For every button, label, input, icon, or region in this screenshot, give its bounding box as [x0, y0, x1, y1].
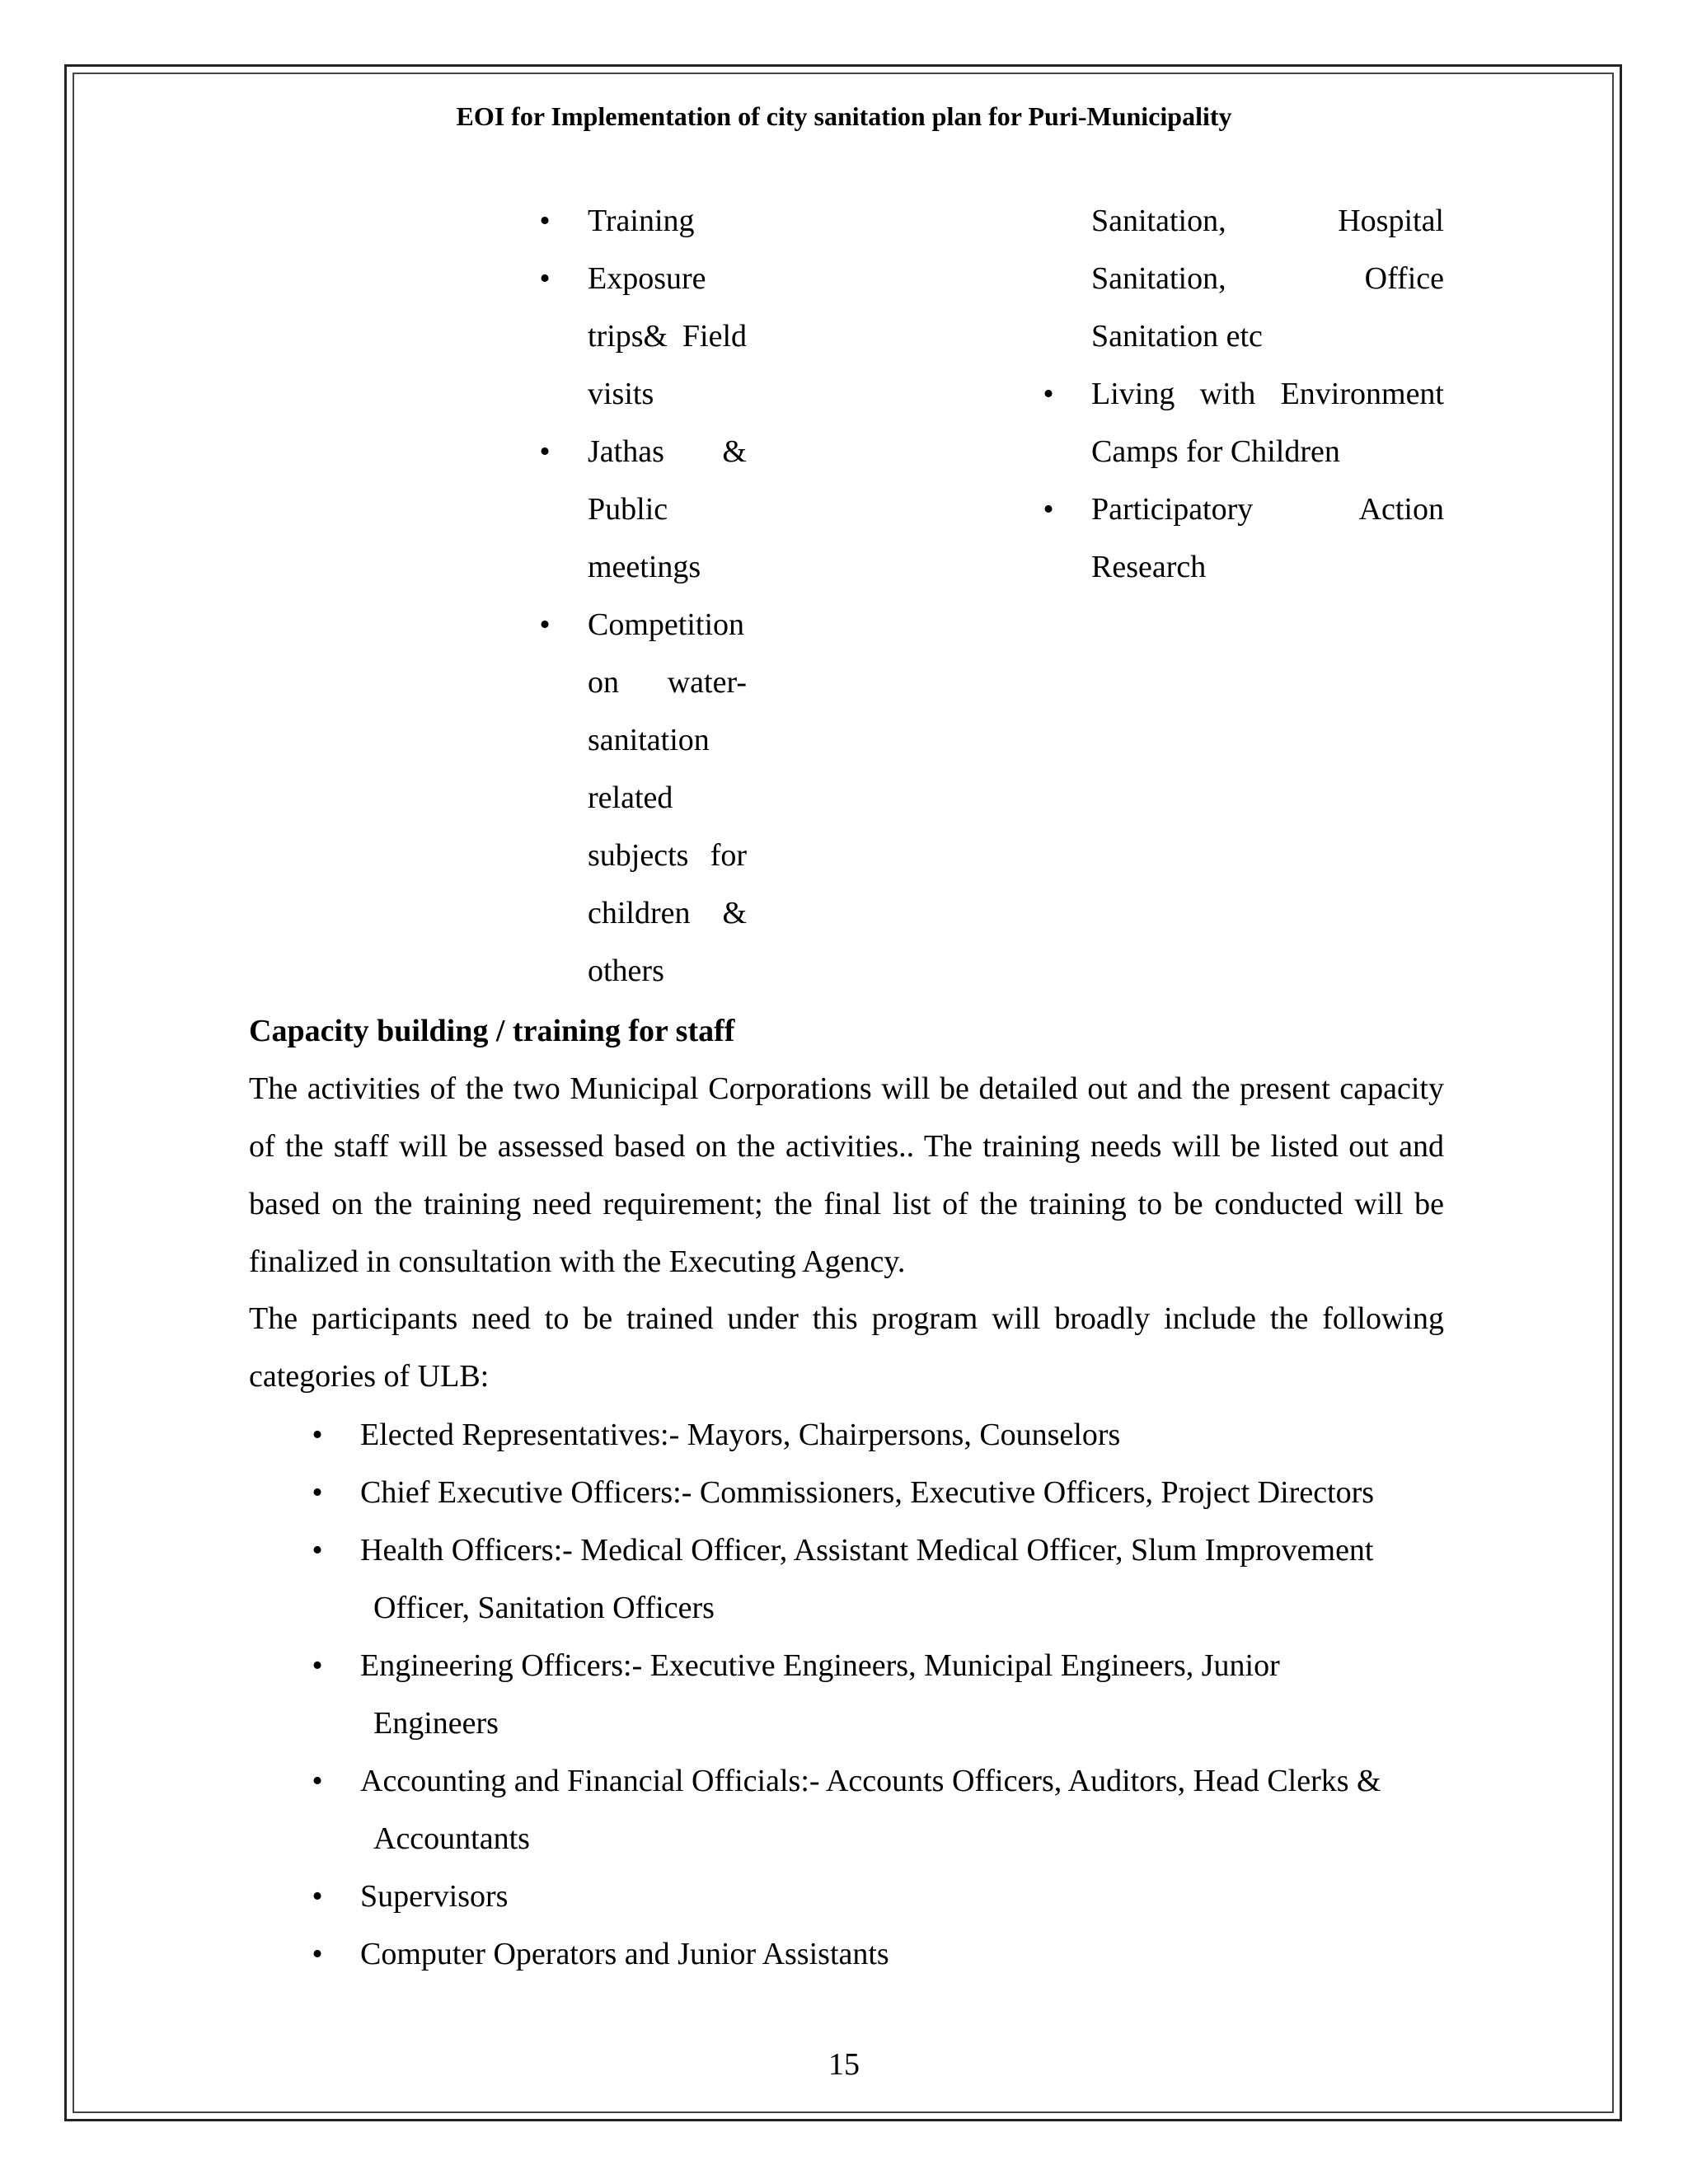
- list-item: [309, 1752, 1444, 1868]
- list-item: [537, 596, 747, 1000]
- list-item-label: Exposure trips& Field visits: [588, 261, 747, 411]
- list-item-label: Health Officers:- Medical Officer, Assistant Medical Officer, Slum Improvement: [360, 1533, 1374, 1568]
- bullet-icon: •: [539, 607, 551, 642]
- list-item-label: Training: [588, 204, 695, 238]
- list-item-label: Engineering Officers:- Executive Engineers, Municipal Engineers, Junior: [360, 1648, 1280, 1683]
- list-item-label: Supervisors: [360, 1879, 509, 1914]
- list-item-label: Participatory Action Research: [1091, 492, 1444, 584]
- list-item-label: Chief Executive Officers:- Commissioners, Executive Officers, Project Directors: [360, 1475, 1375, 1510]
- list-item: [309, 1464, 1444, 1521]
- left-activity-column: [537, 192, 747, 1000]
- bullet-icon: •: [539, 434, 551, 469]
- page-number: 15: [828, 2047, 860, 2082]
- list-item: [309, 1521, 1444, 1637]
- bullet-icon: •: [312, 1533, 323, 1568]
- list-item: [309, 1406, 1444, 1464]
- bullet-icon: •: [312, 1648, 323, 1683]
- list-item: [537, 250, 747, 423]
- list-item: [1040, 365, 1444, 480]
- list-item-label: Jathas & Public meetings: [588, 434, 747, 584]
- list-item-label: Competition on water-sanitation related subjects for children & others: [588, 607, 747, 988]
- list-item-label: Computer Operators and Junior Assistants: [360, 1937, 889, 1971]
- bullet-icon: •: [312, 1937, 323, 1971]
- list-item-wrap: Engineers: [373, 1706, 499, 1741]
- document-header: EOI for Implementation of city sanitation plan for Puri-Municipality: [456, 101, 1232, 131]
- list-item-label: Accounting and Financial Officials:- Accounts Officers, Auditors, Head Clerks &: [360, 1764, 1381, 1798]
- bullet-icon: •: [312, 1764, 323, 1798]
- bullet-icon: •: [1043, 492, 1054, 527]
- list-item: [537, 423, 747, 596]
- list-item: [309, 1925, 1444, 1983]
- continuation-text: Sanitation, Hospital Sanitation, Office Sanitation etc: [1091, 204, 1444, 354]
- right-activity-column: [1040, 192, 1444, 596]
- list-item: [537, 192, 747, 250]
- participant-categories-list: [309, 1406, 1444, 1983]
- list-item: [309, 1868, 1444, 1925]
- bullet-icon: •: [312, 1879, 323, 1914]
- section-heading: Capacity building / training for staff: [249, 1014, 735, 1048]
- list-item-label: Elected Representatives:- Mayors, Chairpersons, Counselors: [360, 1418, 1121, 1452]
- list-item-wrap: Accountants: [373, 1821, 530, 1856]
- bullet-icon: •: [312, 1418, 323, 1452]
- list-item-wrap: Officer, Sanitation Officers: [373, 1591, 715, 1625]
- list-item: [1040, 480, 1444, 596]
- bullet-icon: •: [312, 1475, 323, 1510]
- list-item-label: Living with Environment Camps for Children: [1091, 377, 1444, 469]
- paragraph-participants: The participants need to be trained under this program will broadly include the following categories of ULB:: [249, 1301, 1444, 1394]
- bullet-icon: •: [1043, 377, 1054, 411]
- bullet-icon: •: [539, 204, 551, 238]
- list-item: [309, 1637, 1444, 1752]
- bullet-icon: •: [539, 261, 551, 296]
- paragraph-activities: The activities of the two Municipal Corporations will be detailed out and the present capacity of the staff will be assessed based on the activities.. The training needs will be listed out and based on the training need requirement; the final list of the training to be conducted will be finalized in consultation with the Executing Agency.: [249, 1071, 1444, 1279]
